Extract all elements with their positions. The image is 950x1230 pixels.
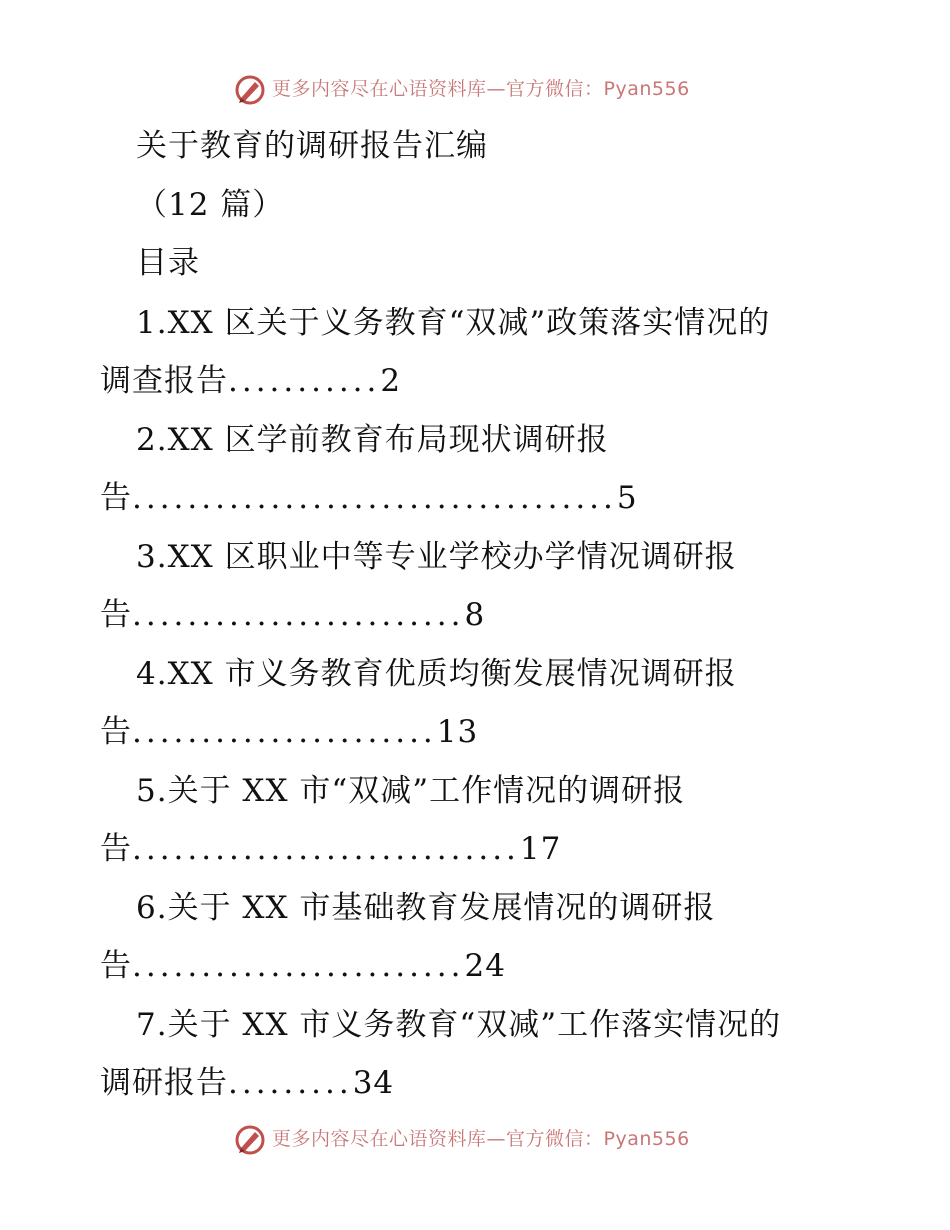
toc-entry-4-continuation[interactable] — [100, 710, 478, 754]
toc-page-number: 17 — [519, 831, 562, 867]
toc-entry-5-title[interactable]: 5.关于 XX 市“双减”工作情况的调研报 — [136, 773, 686, 809]
toc-entry-5-continuation[interactable] — [100, 827, 561, 871]
toc-entry-text: 调查报告 — [100, 363, 228, 399]
watermark-text: 更多内容尽在心语资料库—官方微信：Pyan556 — [272, 78, 690, 100]
toc-page-number: 34 — [352, 1065, 395, 1101]
toc-entry-1-continuation[interactable] — [100, 359, 401, 403]
toc-dot-leader: ......... — [228, 1065, 353, 1101]
toc-entry-text: 告 — [100, 597, 132, 633]
toc-entry-3-continuation[interactable] — [100, 593, 485, 637]
toc-page-number: 13 — [436, 714, 479, 750]
watermark-text: 更多内容尽在心语资料库—官方微信：Pyan556 — [272, 1128, 690, 1150]
toc-entry-7-title[interactable]: 7.关于 XX 市义务教育“双减”工作落实情况的 — [136, 1007, 782, 1043]
toc-dot-leader: ........................ — [132, 597, 465, 633]
footer-watermark-banner — [0, 1120, 950, 1160]
toc-entry-6-title[interactable]: 6.关于 XX 市基础教育发展情况的调研报 — [136, 890, 716, 926]
toc-dot-leader: ........... — [228, 363, 381, 399]
toc-entry-text: 告 — [100, 948, 132, 984]
toc-entry-text: 告 — [100, 831, 132, 867]
toc-entry-text: 告 — [100, 714, 132, 750]
document-subtitle: （12 篇） — [136, 187, 285, 223]
toc-entry-2-continuation[interactable] — [100, 476, 638, 520]
toc-entry-3-title[interactable]: 3.XX 区职业中等专业学校办学情况调研报 — [136, 539, 737, 575]
toc-entry-text: 调研报告 — [100, 1065, 228, 1101]
document-title: 关于教育的调研报告汇编 — [136, 128, 488, 164]
toc-dot-leader: ................................... — [132, 480, 617, 516]
pen-logo-icon — [233, 74, 267, 106]
toc-entry-1-title[interactable]: 1.XX 区关于义务教育“双减”政策落实情况的 — [136, 305, 771, 341]
toc-dot-leader: ............................ — [132, 831, 520, 867]
toc-entry-7-continuation[interactable] — [100, 1061, 394, 1105]
toc-page-number: 5 — [616, 480, 638, 516]
toc-page-number: 8 — [464, 597, 486, 633]
toc-page-number: 2 — [380, 363, 402, 399]
toc-entry-6-continuation[interactable] — [100, 944, 506, 988]
toc-entry-2-title[interactable]: 2.XX 区学前教育布局现状调研报 — [136, 422, 609, 458]
toc-dot-leader: ........................ — [132, 948, 465, 984]
toc-heading: 目录 — [136, 245, 200, 281]
toc-entry-text: 告 — [100, 480, 132, 516]
toc-page-number: 24 — [464, 948, 506, 984]
header-watermark-banner — [0, 70, 950, 110]
toc-entry-4-title[interactable]: 4.XX 市义务教育优质均衡发展情况调研报 — [136, 656, 737, 692]
pen-logo-icon — [233, 1124, 267, 1156]
toc-dot-leader: ...................... — [132, 714, 437, 750]
